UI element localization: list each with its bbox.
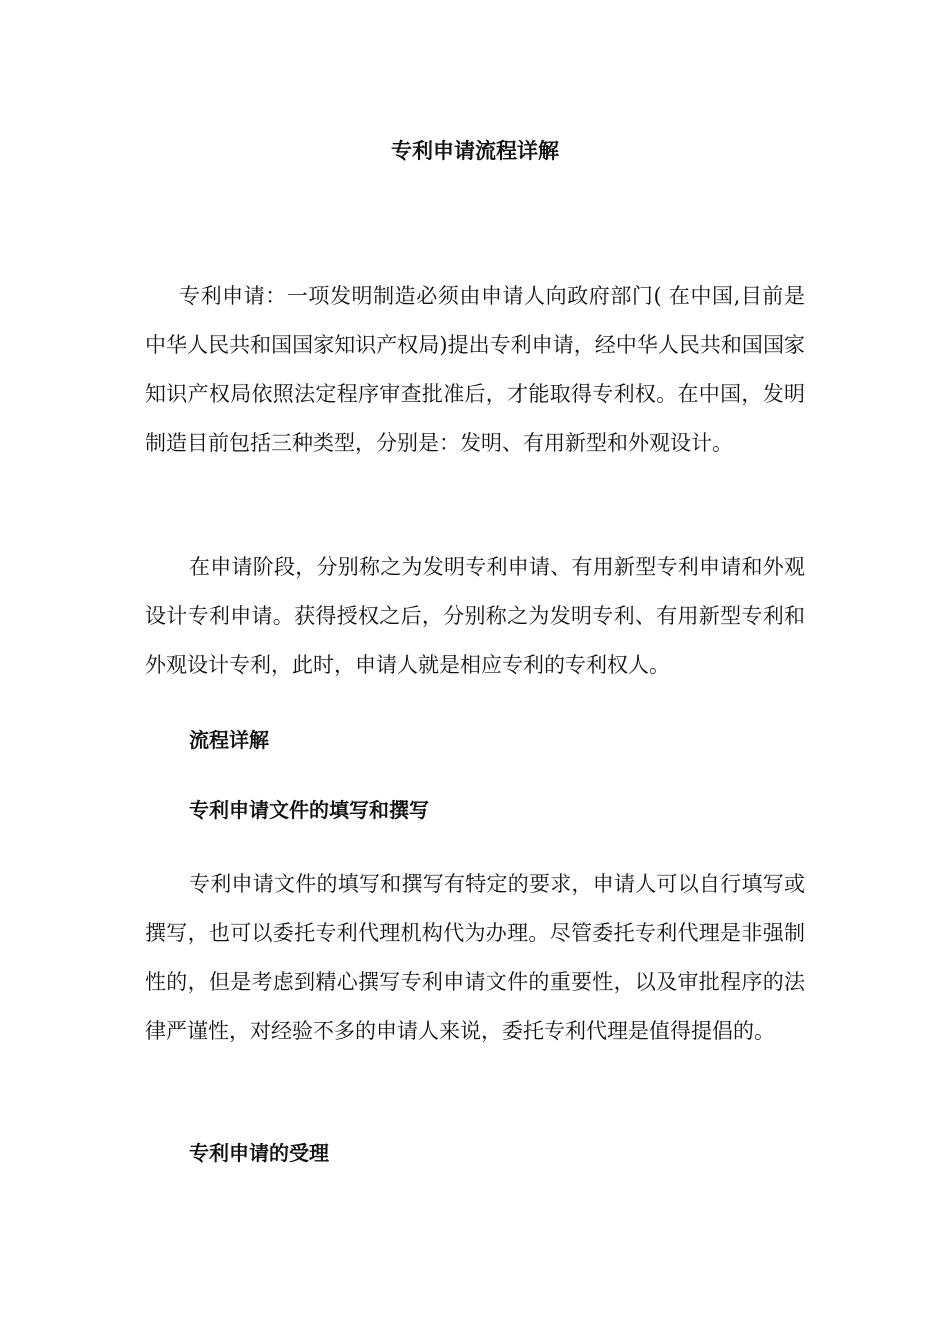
application-stage-paragraph: 在申请阶段，分别称之为发明专利申请、有用新型专利申请和外观设计专利申请。获得授权之后，分别称之为发明专利、有用新型专利和外观设计专利，此时，申请人就是相应专利的专利权人。 <box>145 555 805 677</box>
filing-paragraph: 专利申请文件的填写和撰写有特定的要求，申请人可以自行填写或撰写，也可以委托专利代理机构代为办理。尽管委托专利代理是非强制性的，但是考虑到精心撰写专利申请文件的重要性，以及审批程序的法律严谨性，对经验不多的申请人来说，委托专利代理是值得提倡的。 <box>145 872 805 1043</box>
process-heading: 流程详解 <box>189 728 269 752</box>
intro-paragraph: 专利申请：一项发明制造必须由申请人向政府部门( 在中国,目前是中华人民共和国国家知识产权局)提出专利申请，经中华人民共和国国家知识产权局依照法定程序审查批准后，才能取得专利权。在中国，发明制造目前包括三种类型，分别是：发明、有用新型和外观设计。 <box>145 284 805 455</box>
document-title: 专利申请流程详解 <box>391 139 559 163</box>
filing-heading: 专利申请文件的填写和撰写 <box>189 798 429 822</box>
acceptance-heading: 专利申请的受理 <box>189 1141 329 1165</box>
